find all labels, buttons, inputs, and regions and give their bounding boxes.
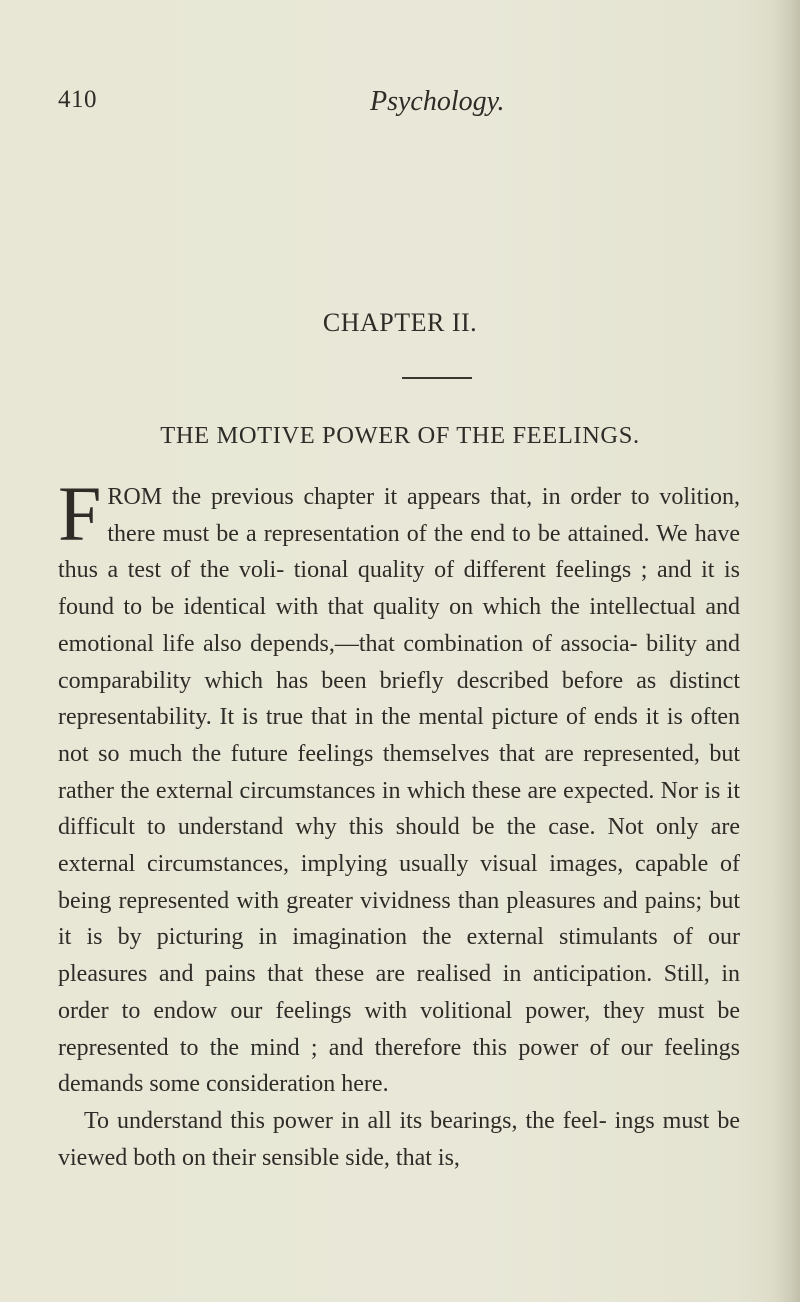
page-edge-shadow (772, 0, 800, 1302)
body-text (58, 470, 740, 1176)
paragraph-first-text: ROM the previous chapter it appears that, in order to volition, there must be a representation of the end to be attained. We have thus a test of the voli- tional quality of different feelings ; and it is found to be identical with that quality on which the intellectual and emotional life also depends,—that combination of associa- bility and comparability which has been briefly described before as distinct representability. It is true that in the mental picture of ends it is often not so much the future feelings themselves that are represented, but rather the external circumstances in which these are expected. Nor is it difficult to understand why this should be the case. Not only are external circumstances, implying usually visual images, capable of being represented with greater vividness than pleasures and pains; but it is by picturing in imagination the external stimulants of our pleasures and pains that these are realised in anticipation. Still, in order to endow our feelings with volitional power, they must be represented to the mind ; and therefore this power of our feelings demands some consideration here. (58, 484, 740, 1098)
page-number: 410 (58, 86, 97, 113)
drop-cap: F (58, 470, 102, 557)
heading-rule (402, 377, 472, 379)
paragraph-first (58, 470, 740, 1103)
paragraph-second: To understand this power in all its bearings, the feel- ings must be viewed both on their sensible side, that is, (58, 1107, 740, 1171)
running-head (0, 86, 800, 126)
chapter-title: THE MOTIVE POWER OF THE FEELINGS. (160, 422, 640, 449)
chapter-heading: CHAPTER II. (322, 308, 478, 337)
running-title: Psychology. (370, 86, 505, 117)
